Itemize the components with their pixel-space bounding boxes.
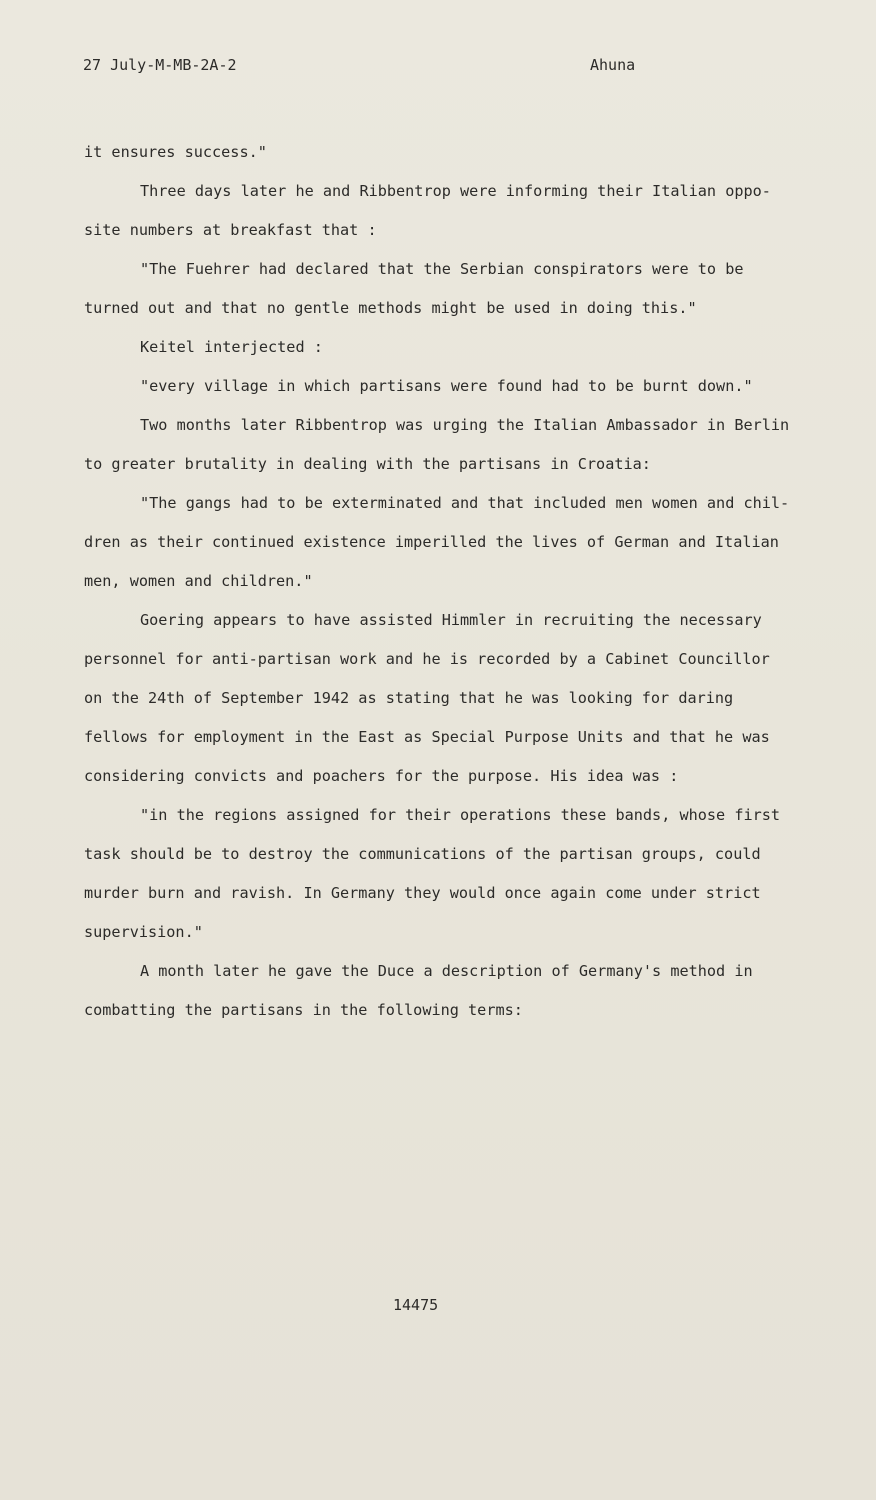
text-line: it ensures success." (84, 143, 267, 161)
text-line: Three days later he and Ribbentrop were informing their Italian oppo- (140, 182, 771, 200)
text-line: "every village in which partisans were found had to be burnt down." (140, 377, 753, 395)
text-line: turned out and that no gentle methods might be used in doing this." (84, 299, 697, 317)
text-line: personnel for anti-partisan work and he is recorded by a Cabinet Councillor (84, 650, 770, 668)
text-line: supervision." (84, 923, 203, 941)
text-line: fellows for employment in the East as Special Purpose Units and that he was (84, 728, 770, 746)
text-line: "The gangs had to be exterminated and that included men women and chil- (140, 494, 790, 512)
text-line: dren as their continued existence imperilled the lives of German and Italian (84, 533, 779, 551)
text-line: "The Fuehrer had declared that the Serbian conspirators were to be (140, 260, 744, 278)
text-line: Keitel interjected : (140, 338, 323, 356)
header-name: Ahuna (590, 56, 636, 74)
text-line: "in the regions assigned for their operations these bands, whose first (140, 806, 781, 824)
text-line: Goering appears to have assisted Himmler in recruiting the necessary (140, 611, 762, 629)
text-line: combatting the partisans in the following terms: (84, 1001, 523, 1019)
body-text (84, 133, 824, 1030)
text-line: considering convicts and poachers for the purpose. His idea was : (84, 767, 679, 785)
text-line: Two months later Ribbentrop was urging the Italian Ambassador in Berlin (140, 416, 790, 434)
text-line: murder burn and ravish. In Germany they would once again come under strict (84, 884, 761, 902)
text-line: task should be to destroy the communications of the partisan groups, could (84, 845, 761, 863)
header-reference: 27 July-M-MB-2A-2 (83, 56, 237, 74)
page-number: 14475 (393, 1296, 439, 1314)
text-line: to greater brutality in dealing with the partisans in Croatia: (84, 455, 651, 473)
text-line: on the 24th of September 1942 as stating that he was looking for daring (84, 689, 734, 707)
text-line: A month later he gave the Duce a description of Germany's method in (140, 962, 753, 980)
text-line: site numbers at breakfast that : (84, 221, 377, 239)
text-line: men, women and children." (84, 572, 313, 590)
